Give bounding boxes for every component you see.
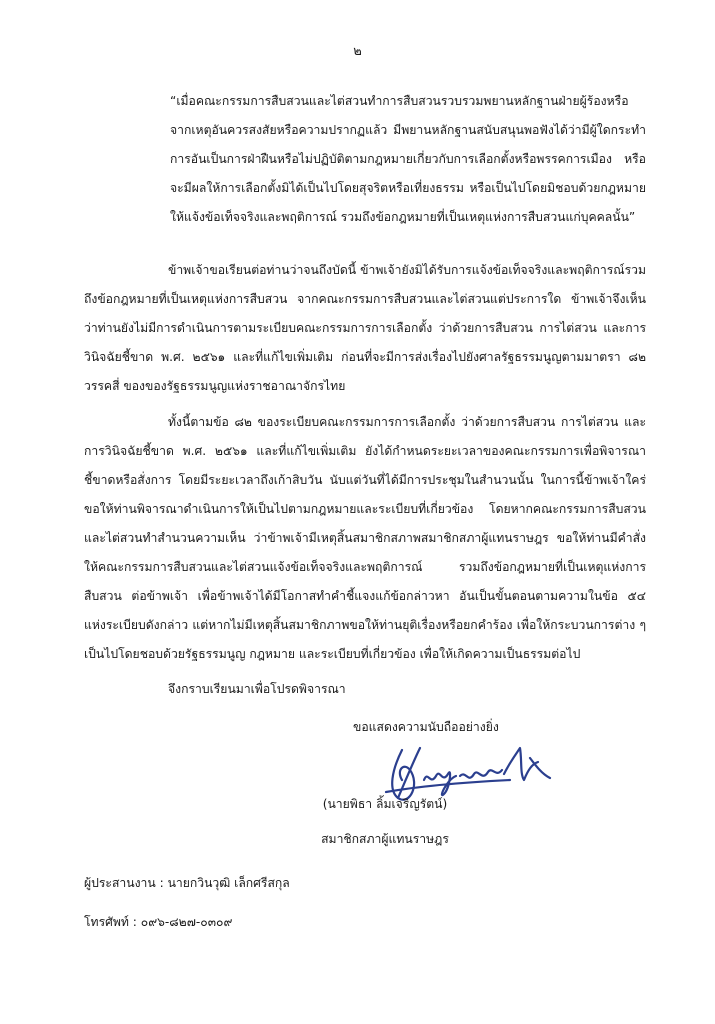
quoted-regulation: “เมื่อคณะกรรมการสืบสวนและไต่สวนทำการสืบสวนรวบรวมพยานหลักฐานฝ่ายผู้ร้องหรือจากเหตุอันควรสงสัยหรือความปรากฏแล้ว มีพยานหลักฐานสนับสนุนพอฟังได้ว่ามีผู้ใดกระทำการอันเป็นการฝ่าฝืนหรือไม่ปฏิบัติตามกฎหมายเกี่ยวกับการเลือกตั้งหรือพรรคการเมือง หรือจะมีผลให้การเลือกตั้งมิได้เป็นไปโดยสุจริตหรือเที่ยงธรรม หรือเป็นไปโดยมิชอบด้วยกฎหมาย ให้แจ้งข้อเท็จจริงและพฤติการณ์ รวมถึงข้อกฎหมายที่เป็นเหตุแห่งการสืบสวนแก่บุคคลนั้น” [170, 94, 646, 224]
signer-name: (นายพิธา ลิ้มเจริญรัตน์) [322, 797, 448, 811]
respect-line: ขอแสดงความนับถืออย่างยิ่ง [353, 720, 499, 734]
phone-line: โทรศัพท์ : ๐๙๖-๘๒๗-๐๓๐๙ [84, 915, 233, 929]
coordinator-line: ผู้ประสานงาน : นายกวินวุฒิ เล็กศรีสกุล [84, 876, 290, 890]
closing-line: จึงกราบเรียนมาเพื่อโปรดพิจารณา [168, 682, 346, 696]
signer-title: สมาชิกสภาผู้แทนราษฎร [321, 832, 449, 846]
paragraph-notice: ข้าพเจ้าขอเรียนต่อท่านว่าจนถึงบัดนี้ ข้าพเจ้ายังมิได้รับการแจ้งข้อเท็จจริงและพฤติการณ์รวมถึงข้อกฎหมายที่เป็นเหตุแห่งการสืบสวน จากคณะกรรมการสืบสวนและไต่สวนแต่ประการใด ข้าพเจ้าจึงเห็นว่าท่านยังไม่มีการดำเนินการตามระเบียบคณะกรรมการการเลือกตั้ง ว่าด้วยการสืบสวน การไต่สวน และการวินิจฉัยชี้ขาด พ.ศ. ๒๕๖๑ และที่แก้ไขเพิ่มเติม ก่อนที่จะมีการส่งเรื่องไปยังศาลรัฐธรรมนูญตามมาตรา ๘๒ วรรคสี่ ของของรัฐธรรมนูญแห่งราชอาณาจักรไทย [84, 263, 646, 393]
page-number: ๒ [353, 44, 362, 59]
paragraph-request: ทั้งนี้ตามข้อ ๘๒ ของระเบียบคณะกรรมการการเลือกตั้ง ว่าด้วยการสืบสวน การไต่สวน และการวินิจฉัยชี้ขาด พ.ศ. ๒๕๖๑ และที่แก้ไขเพิ่มเติม ยังได้กำหนดระยะเวลาของคณะกรรมการเพื่อพิจารณาชี้ขาดหรือสั่งการ โดยมีระยะเวลาถึงเก้าสิบวัน นับแต่วันที่ได้มีการประชุมในสำนวนนั้น ในการนี้ข้าพเจ้าใคร่ขอให้ท่านพิจารณาดำเนินการให้เป็นไปตามกฎหมายและระเบียบที่เกี่ยวข้อง โดยหากคณะกรรมการสืบสวนและไต่สวนทำสำนวนความเห็น ว่าข้าพเจ้ามีเหตุสิ้นสมาชิกสภาพสมาชิกสภาผู้แทนราษฎร ขอให้ท่านมีคำสั่งให้คณะกรรมการสืบสวนและไต่สวนแจ้งข้อเท็จจริงและพฤติการณ์ รวมถึงข้อกฎหมายที่เป็นเหตุแห่งการสืบสวน ต่อข้าพเจ้า เพื่อข้าพเจ้าได้มีโอกาสทำคำชี้แจงแก้ข้อกล่าวหา อันเป็นขั้นตอนตามความในข้อ ๕๔ แห่งระเบียบดังกล่าว แต่หากไม่มีเหตุสิ้นสมาชิกภาพขอให้ท่านยุติเรื่องหรือยกคำร้อง เพื่อให้กระบวนการต่าง ๆ เป็นไปโดยชอบด้วยรัฐธรรมนูญ กฎหมาย และระเบียบที่เกี่ยวข้อง เพื่อให้เกิดความเป็นธรรมต่อไป [84, 415, 646, 661]
